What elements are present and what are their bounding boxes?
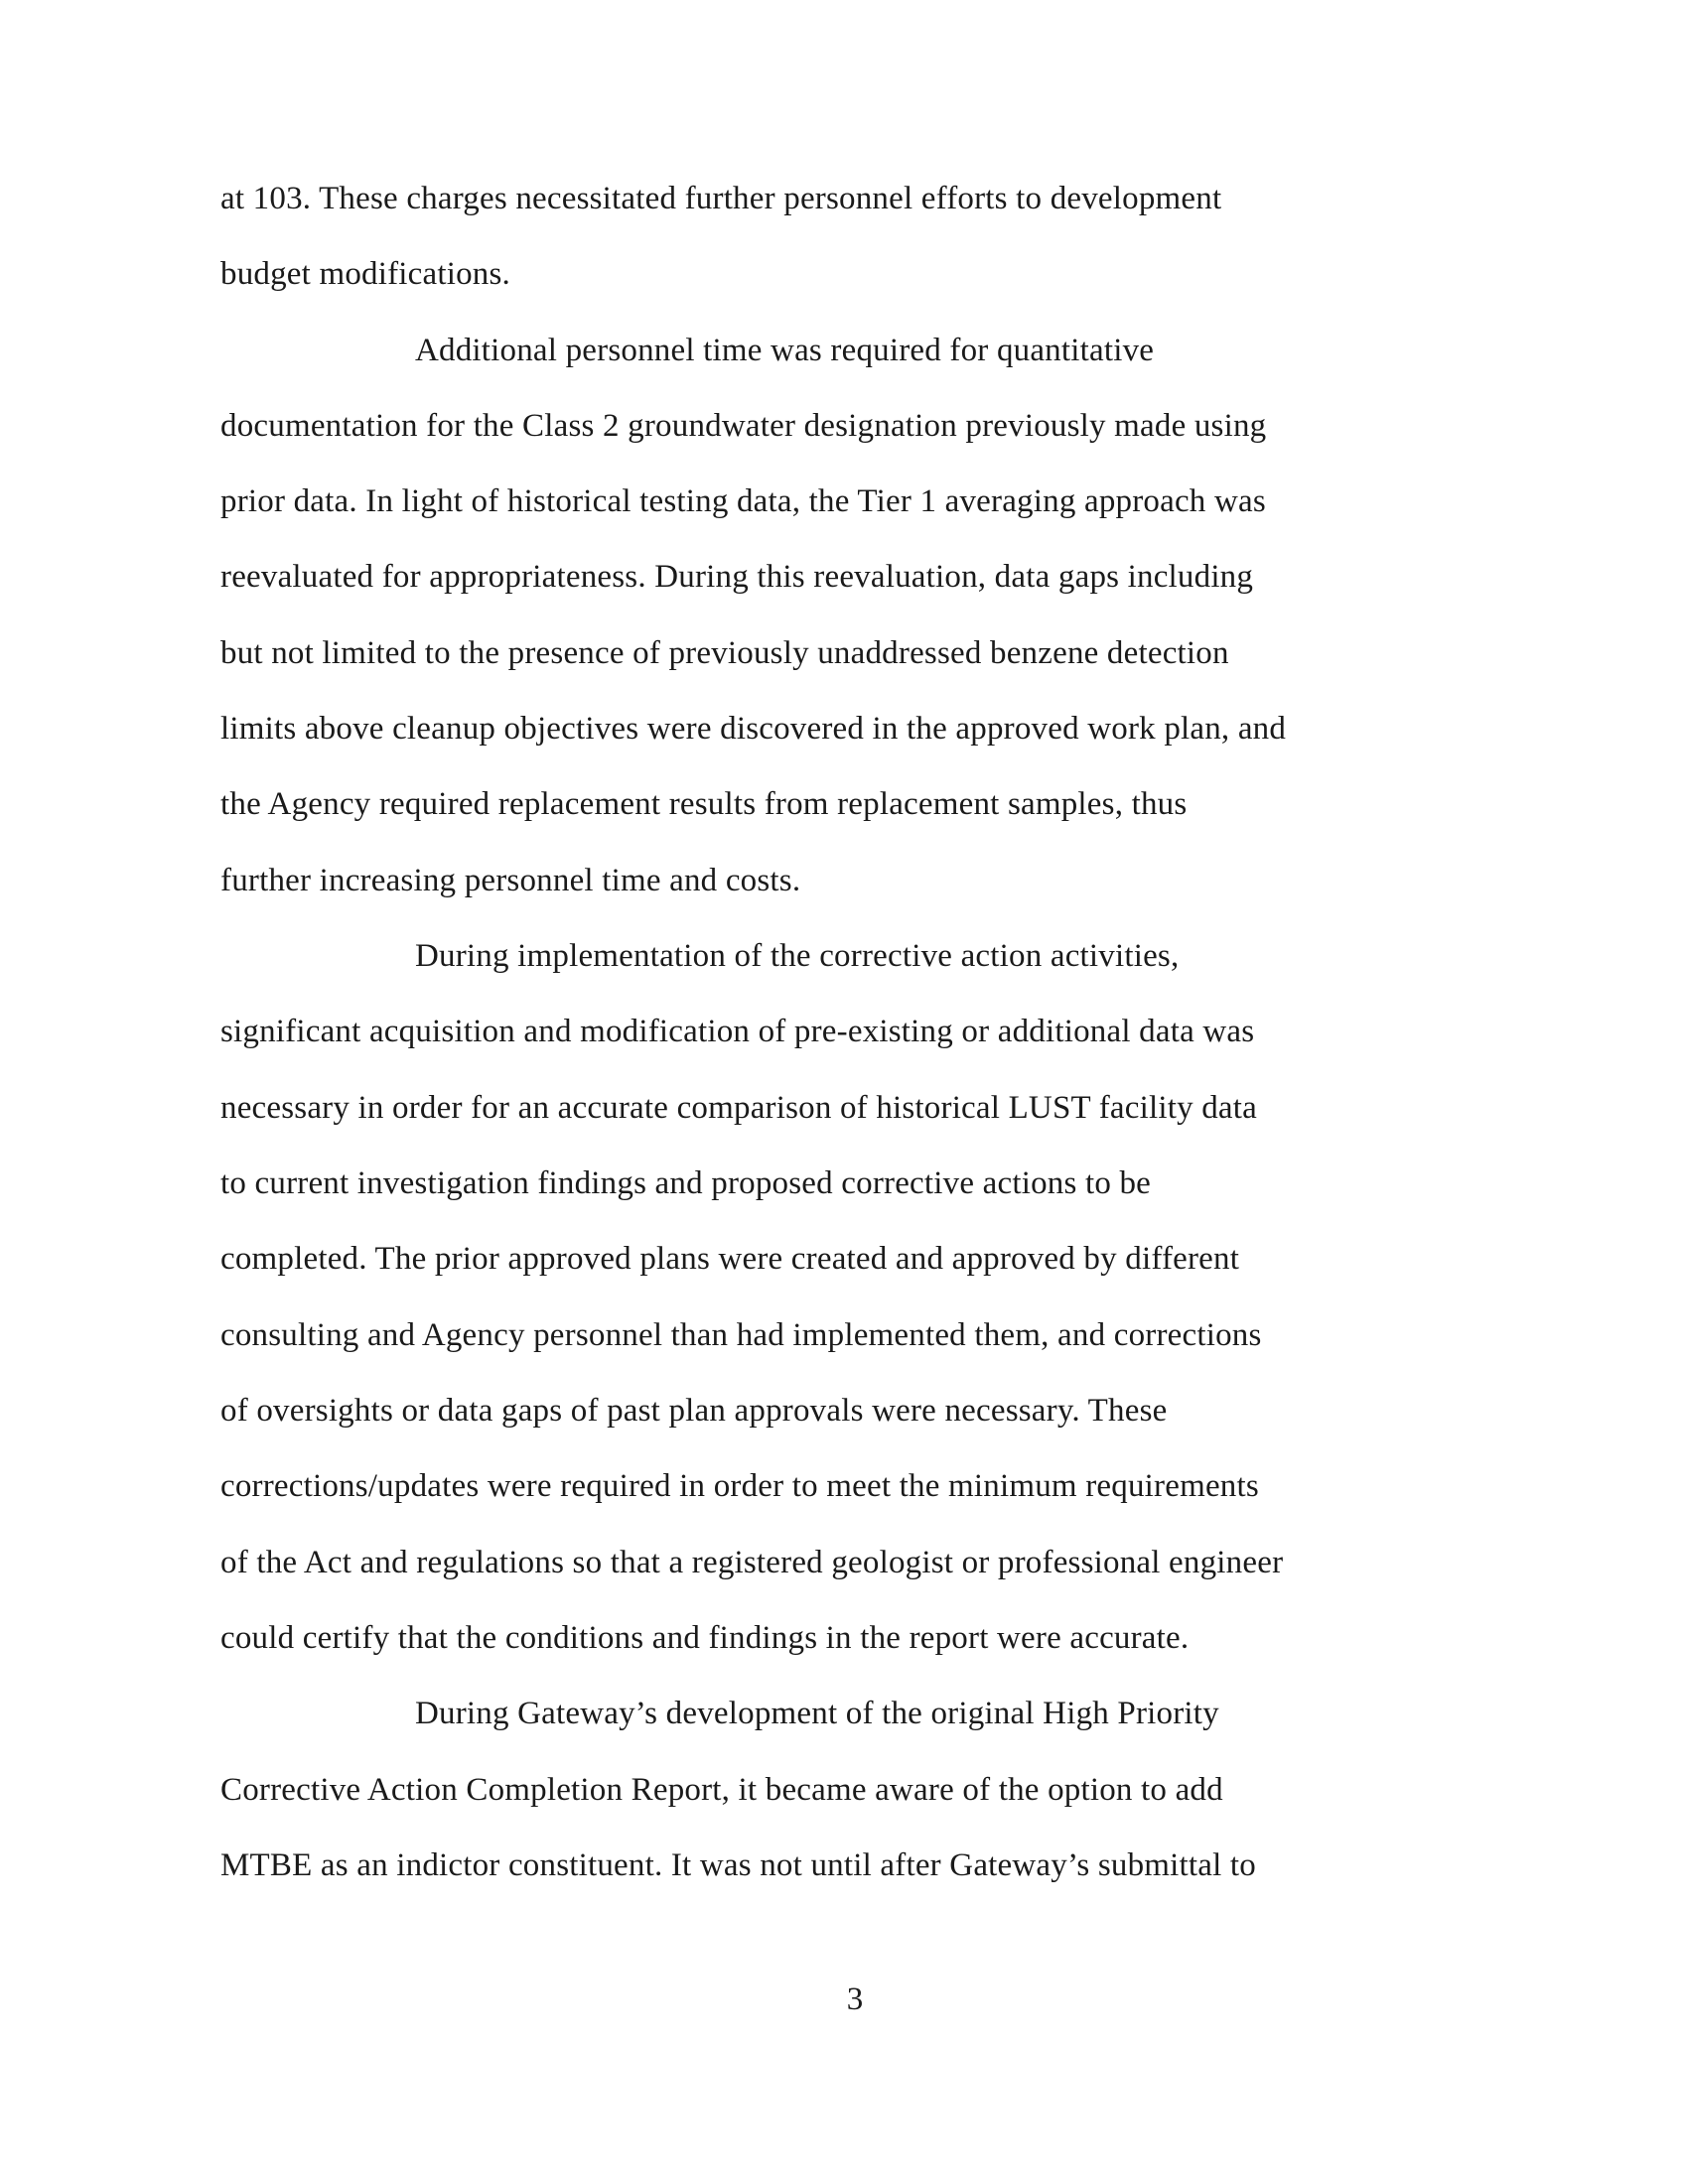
- text-line: prior data. In light of historical testing data, the Tier 1 averaging approach was: [220, 483, 1266, 519]
- text-line: necessary in order for an accurate comparison of historical LUST facility data: [220, 1090, 1257, 1126]
- text-line: but not limited to the presence of previously unaddressed benzene detection: [220, 635, 1229, 671]
- page-number: 3: [846, 1981, 864, 2017]
- text-line: reevaluated for appropriateness. During this reevaluation, data gaps including: [220, 559, 1254, 595]
- text-line: the Agency required replacement results from replacement samples, thus: [220, 786, 1188, 822]
- text-line: of the Act and regulations so that a registered geologist or professional engineer: [220, 1545, 1284, 1580]
- text-line: could certify that the conditions and findings in the report were accurate.: [220, 1620, 1190, 1656]
- text-line: significant acquisition and modification of pre-existing or additional data was: [220, 1014, 1255, 1049]
- text-line: budget modifications.: [220, 256, 510, 292]
- text-line: to current investigation findings and proposed corrective actions to be: [220, 1165, 1152, 1201]
- text-line: Corrective Action Completion Report, it became aware of the option to add: [220, 1772, 1223, 1808]
- text-line: at 103. These charges necessitated further personnel efforts to development: [220, 181, 1222, 216]
- paragraph-first-line: Additional personnel time was required for quantitative: [415, 333, 1155, 368]
- text-line: documentation for the Class 2 groundwater designation previously made using: [220, 408, 1267, 444]
- text-line: further increasing personnel time and costs.: [220, 863, 801, 898]
- text-line: MTBE as an indictor constituent. It was not until after Gateway’s submittal to: [220, 1847, 1256, 1883]
- text-line: of oversights or data gaps of past plan approvals were necessary. These: [220, 1393, 1168, 1429]
- paragraph-first-line: During Gateway’s development of the original High Priority: [415, 1696, 1219, 1731]
- text-line: consulting and Agency personnel than had implemented them, and corrections: [220, 1317, 1262, 1353]
- paragraph-first-line: During implementation of the corrective action activities,: [415, 938, 1180, 974]
- text-line: completed. The prior approved plans were created and approved by different: [220, 1241, 1240, 1277]
- text-line: corrections/updates were required in order to meet the minimum requirements: [220, 1468, 1259, 1504]
- text-line: limits above cleanup objectives were discovered in the approved work plan, and: [220, 711, 1287, 747]
